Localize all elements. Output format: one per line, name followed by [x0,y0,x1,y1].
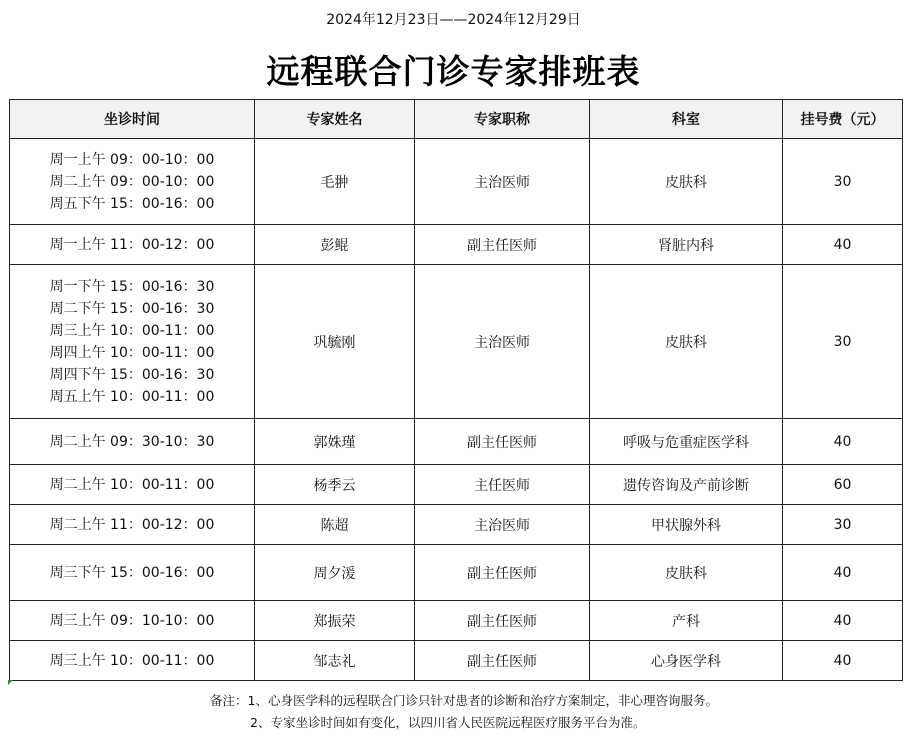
cell-dept: 皮肤科 [590,545,783,601]
cell-dept: 甲状腺外科 [590,505,783,545]
table-row [10,601,903,641]
column-header-title: 专家职称 [415,100,590,139]
cell-name: 郭姝瑾 [255,419,415,465]
table-row [10,465,903,505]
table-row [10,419,903,465]
column-header-time: 坐诊时间 [10,100,255,139]
time-slot: 周三上午 09：10-10：00 [49,612,215,629]
time-slot: 周三上午 10：00-11：00 [49,322,215,339]
note-line-1: 备注：1、心身医学科的远程联合门诊只针对患者的诊断和治疗方案制定，非心理咨询服务。 [210,693,718,708]
cell-title: 主治医师 [415,505,590,545]
cell-fee: 60 [783,465,903,505]
cell-name: 杨季云 [255,465,415,505]
cell-name: 郑振荣 [255,601,415,641]
cell-dept: 皮肤科 [590,265,783,419]
cell-fee: 30 [783,265,903,419]
cell-name: 毛翀 [255,139,415,225]
note-line-2: 2、专家坐诊时间如有变化，以四川省人民医院远程医疗服务平台为准。 [250,715,646,730]
schedule-table [9,99,903,681]
time-slot: 周四上午 10：00-11：00 [49,344,215,361]
cell-title: 副主任医师 [415,419,590,465]
time-slot: 周四下午 15：00-16：30 [49,366,215,383]
column-header-fee: 挂号费（元） [783,100,903,139]
cell-time [10,139,255,225]
time-slot: 周三上午 10：00-11：00 [49,652,215,669]
time-slot: 周二上午 10：00-11：00 [49,476,215,493]
cell-time [10,225,255,265]
column-header-name: 专家姓名 [255,100,415,139]
cell-title: 主治医师 [415,139,590,225]
cell-time [10,419,255,465]
cell-title: 副主任医师 [415,545,590,601]
table-header-row [10,100,903,139]
page-title: 远程联合门诊专家排班表 [266,52,641,91]
cell-time [10,641,255,681]
cell-dept: 皮肤科 [590,139,783,225]
column-header-dept: 科室 [590,100,783,139]
cell-dept: 遗传咨询及产前诊断 [590,465,783,505]
table-row [10,265,903,419]
cell-fee: 30 [783,139,903,225]
cell-dept: 心身医学科 [590,641,783,681]
table-row [10,139,903,225]
cell-name: 周夕湲 [255,545,415,601]
time-slot: 周五下午 15：00-16：00 [49,195,215,212]
cell-fee: 40 [783,601,903,641]
cell-time [10,601,255,641]
cell-title: 副主任医师 [415,601,590,641]
cell-fee: 40 [783,545,903,601]
notes [210,690,718,734]
time-slot: 周二下午 15：00-16：30 [49,300,215,317]
cell-fee: 40 [783,641,903,681]
cell-title: 副主任医师 [415,225,590,265]
cell-dept: 产科 [590,601,783,641]
time-slot: 周一上午 09：00-10：00 [49,151,215,168]
cell-title: 副主任医师 [415,641,590,681]
time-slot: 周二上午 09：30-10：30 [49,433,215,450]
cell-title: 主治医师 [415,265,590,419]
cell-title: 主任医师 [415,465,590,505]
cell-name: 彭鲲 [255,225,415,265]
cell-fee: 40 [783,225,903,265]
table-row [10,545,903,601]
cell-dept: 肾脏内科 [590,225,783,265]
time-slot: 周二上午 09：00-10：00 [49,173,215,190]
time-slot: 周三下午 15：00-16：00 [49,564,215,581]
time-slot: 周二上午 11：00-12：00 [49,516,215,533]
cell-fee: 30 [783,505,903,545]
table-row [10,641,903,681]
cell-name: 巩毓刚 [255,265,415,419]
time-slot: 周五上午 10：00-11：00 [49,388,215,405]
table-row [10,225,903,265]
cell-fee: 40 [783,419,903,465]
time-slot: 周一上午 11：00-12：00 [49,236,215,253]
cell-name: 陈超 [255,505,415,545]
cell-time [10,545,255,601]
date-range: 2024年12月23日——2024年12月29日 [326,12,581,28]
table-row [10,505,903,545]
cell-time [10,465,255,505]
corner-mark [8,680,13,685]
cell-time [10,265,255,419]
cell-time [10,505,255,545]
cell-dept: 呼吸与危重症医学科 [590,419,783,465]
time-slot: 周一下午 15：00-16：30 [49,278,215,295]
cell-name: 邹志礼 [255,641,415,681]
